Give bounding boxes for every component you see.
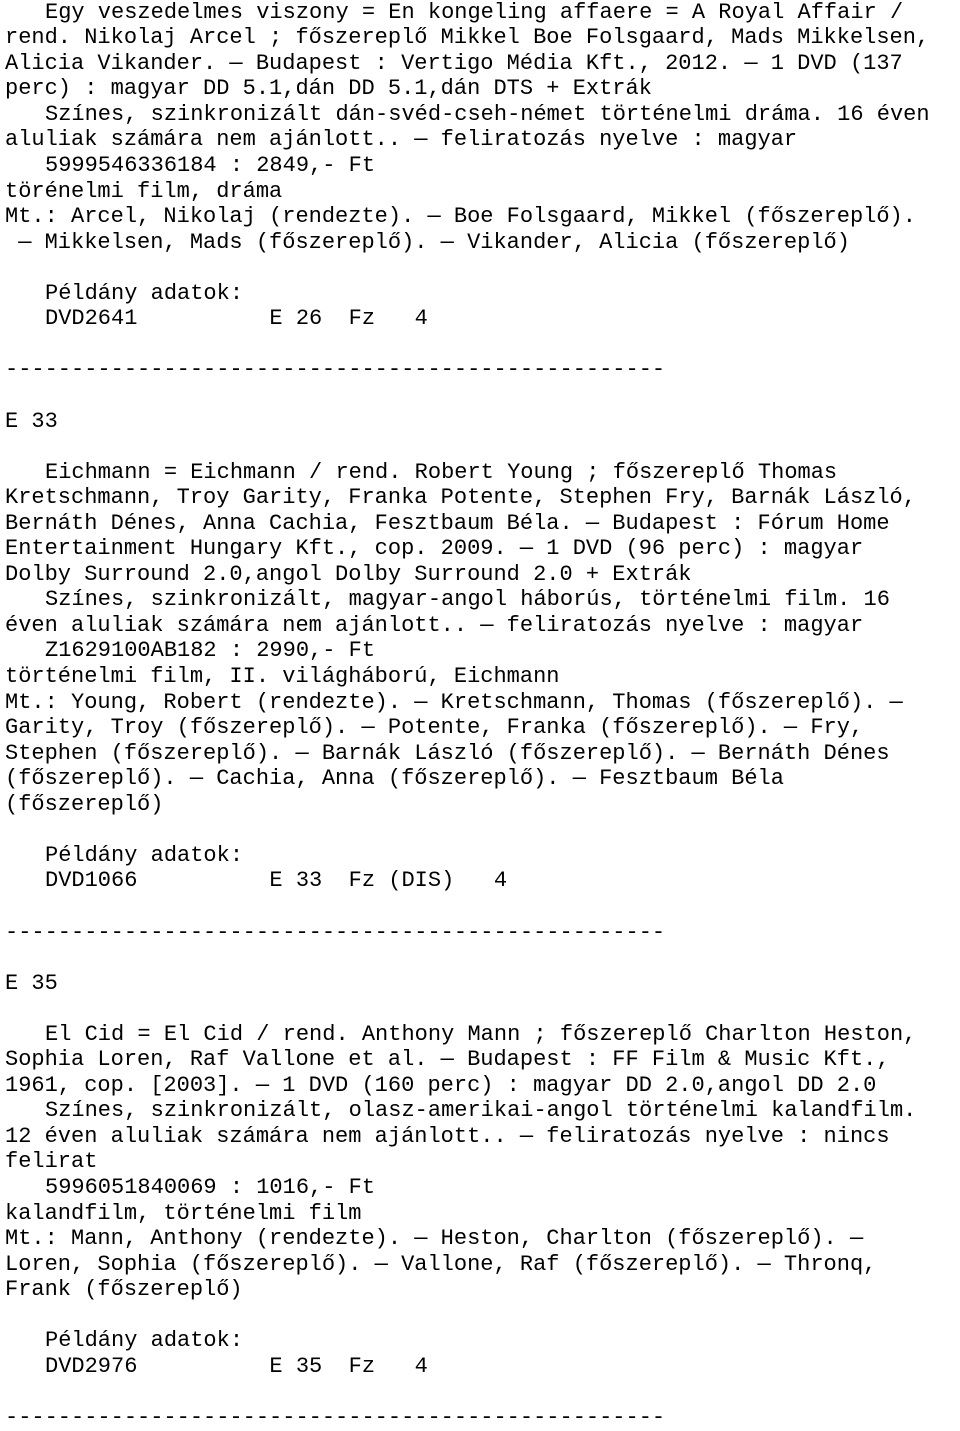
catalog-line: Mt.: Arcel, Nikolaj (rendezte). — Boe Folsgaard, Mikkel (főszereplő). [5, 204, 916, 230]
catalog-line: E 33 [5, 408, 58, 434]
catalog-line: 5996051840069 : 1016,- Ft [45, 1175, 376, 1200]
catalog-line: Stephen (főszereplő). — Barnák László (főszereplő). — Bernáth Dénes [5, 740, 890, 766]
catalog-line: rend. Nikolaj Arcel ; főszereplő Mikkel Boe Folsgaard, Mads Mikkelsen, [5, 25, 930, 51]
catalog-line: törénelmi film, dráma [5, 178, 283, 204]
catalog-line: Példány adatok: [45, 280, 244, 306]
catalog-line: kalandfilm, történelmi film [5, 1200, 362, 1226]
record-separator: -------------------------------------------------- [5, 919, 666, 945]
catalog-line: Garity, Troy (főszereplő). — Potente, Franka (főszereplő). — Fry, [5, 715, 864, 741]
catalog-line: Frank (főszereplő) [5, 1277, 243, 1303]
catalog-line: Z1629100AB182 : 2990,- Ft [45, 638, 376, 664]
catalog-line: 5999546336184 : 2849,- Ft [45, 153, 376, 178]
catalog-line: DVD2641 E 26 Fz 4 [45, 306, 428, 332]
catalog-line: (főszereplő) [5, 791, 164, 817]
catalog-line: DVD1066 E 33 Fz (DIS) 4 [45, 868, 508, 894]
catalog-line: Bernáth Dénes, Anna Cachia, Fesztbaum Béla. — Budapest : Fórum Home [5, 510, 890, 536]
catalog-line: Mt.: Young, Robert (rendezte). — Kretschmann, Thomas (főszereplő). — [5, 689, 903, 715]
catalog-line: éven aluliak számára nem ajánlott.. — feliratozás nyelve : magyar [5, 612, 864, 638]
catalog-line: DVD2976 E 35 Fz 4 [45, 1353, 428, 1379]
catalog-line: Egy veszedelmes viszony = En kongeling affaere = A Royal Affair / [45, 0, 904, 25]
catalog-line: történelmi film, II. világháború, Eichmann [5, 664, 560, 689]
record-separator: -------------------------------------------------- [5, 1404, 666, 1430]
catalog-line: Eichmann = Eichmann / rend. Robert Young ; főszereplő Thomas [45, 459, 838, 485]
catalog-line: — Mikkelsen, Mads (főszereplő). — Vikander, Alicia (főszereplő) [5, 229, 850, 255]
catalog-line: (főszereplő). — Cachia, Anna (főszereplő). — Fesztbaum Béla [5, 766, 784, 792]
catalog-line: Színes, szinkronizált, magyar-angol háborús, történelmi film. 16 [45, 587, 890, 613]
catalog-line: Mt.: Mann, Anthony (rendezte). — Heston, Charlton (főszereplő). — [5, 1226, 864, 1252]
catalog-line: E 35 [5, 970, 58, 996]
catalog-line: felirat [5, 1149, 98, 1175]
catalog-line: Alicia Vikander. — Budapest : Vertigo Média Kft., 2012. — 1 DVD (137 [5, 50, 903, 76]
record-separator: -------------------------------------------------- [5, 357, 666, 383]
catalog-line: Kretschmann, Troy Garity, Franka Potente, Stephen Fry, Barnák László, [5, 485, 916, 511]
catalog-line: Sophia Loren, Raf Vallone et al. — Budapest : FF Film & Music Kft., [5, 1047, 890, 1073]
catalog-line: perc) : magyar DD 5.1,dán DD 5.1,dán DTS + Extrák [5, 76, 652, 102]
catalog-line: Színes, szinkronizált, olasz-amerikai-angol történelmi kalandfilm. [45, 1098, 917, 1124]
catalog-line: 1961, cop. [2003]. — 1 DVD (160 perc) : magyar DD 2.0,angol DD 2.0 [5, 1072, 877, 1098]
catalog-line: Loren, Sophia (főszereplő). — Vallone, Raf (főszereplő). — Thronq, [5, 1251, 877, 1277]
catalog-line: Entertainment Hungary Kft., cop. 2009. — 1 DVD (96 perc) : magyar [5, 536, 864, 562]
catalog-line: Dolby Surround 2.0,angol Dolby Surround 2.0 + Extrák [5, 561, 692, 587]
catalog-line: Példány adatok: [45, 842, 244, 868]
catalog-line: 12 éven aluliak számára nem ajánlott.. — feliratozás nyelve : nincs [5, 1123, 890, 1149]
catalog-line: Példány adatok: [45, 1328, 244, 1354]
catalog-line: El Cid = El Cid / rend. Anthony Mann ; főszereplő Charlton Heston, [45, 1021, 917, 1047]
catalog-line: aluliak számára nem ajánlott.. — feliratozás nyelve : magyar [5, 127, 798, 153]
catalog-line: Színes, szinkronizált dán-svéd-cseh-német történelmi dráma. 16 éven [45, 101, 930, 127]
